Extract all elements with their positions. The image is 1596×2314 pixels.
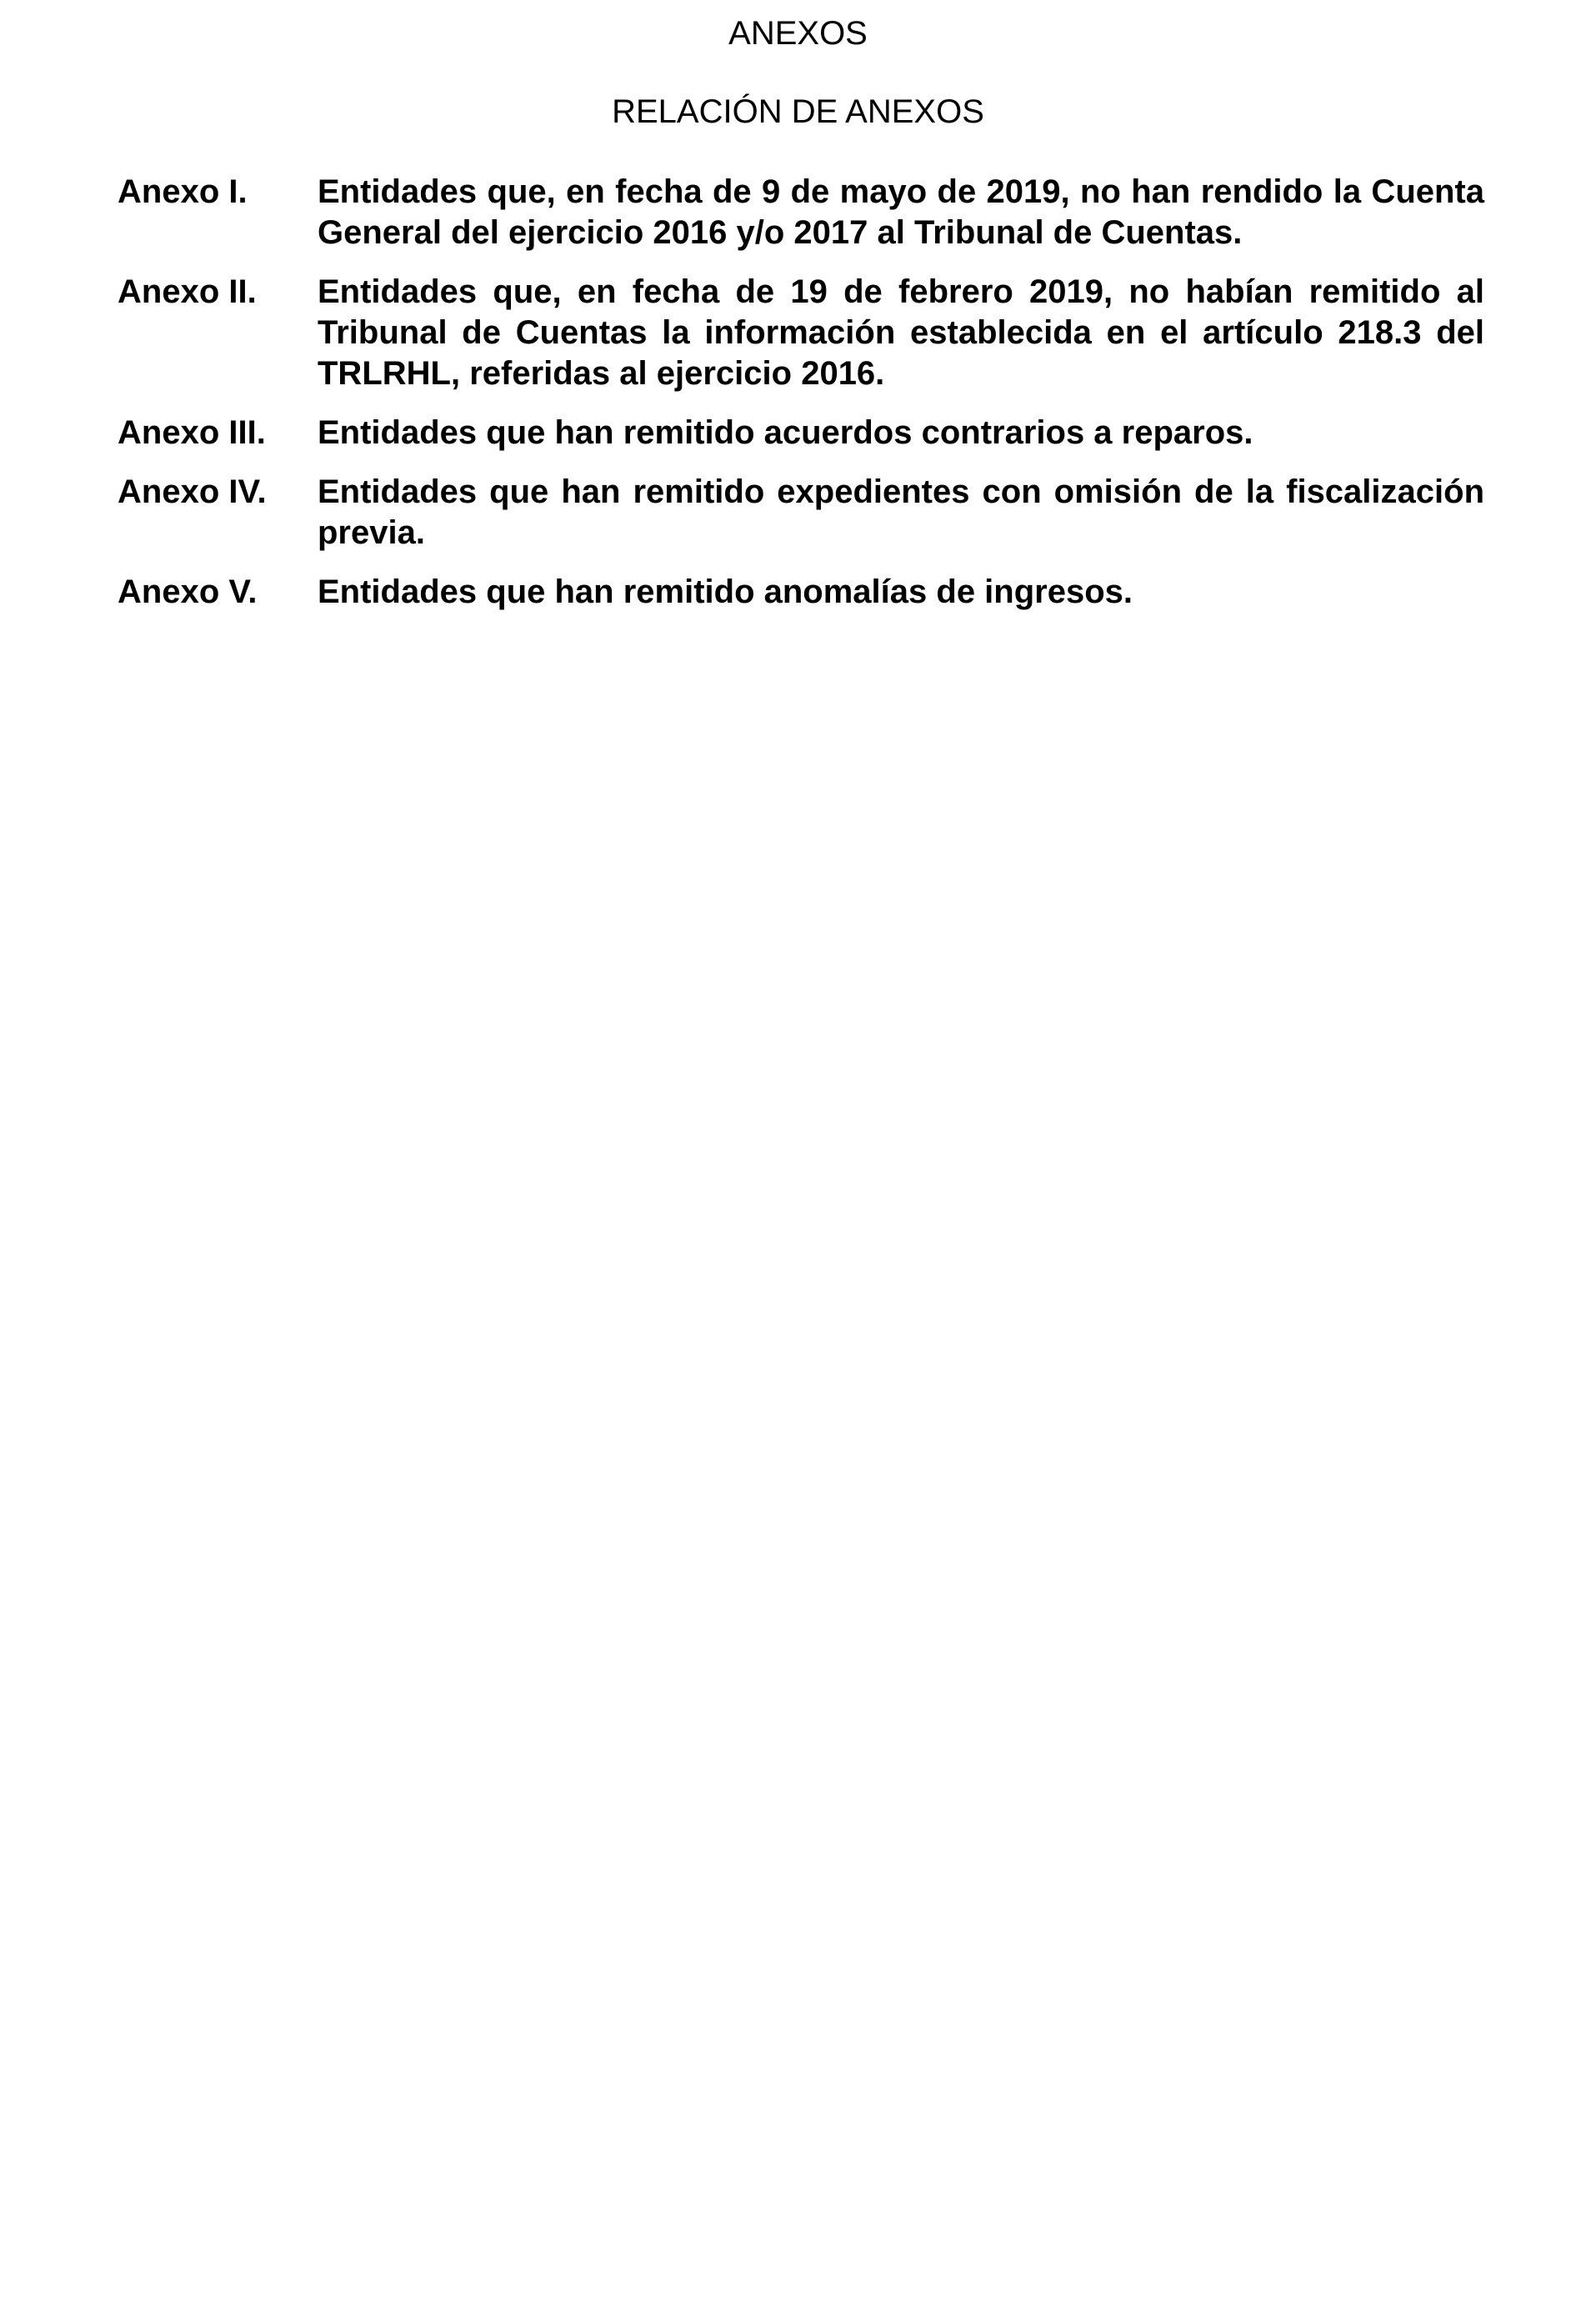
annex-description: Entidades que, en fecha de 19 de febrero 2019, no habían remitido al Tribunal de Cuentas la información establecida en el artículo 218.3 del TRLRHL, referidas al ejercicio 2016.	[318, 273, 1484, 392]
annex-item-i	[118, 172, 1484, 253]
annex-item-iii	[118, 413, 1484, 453]
annex-description: Entidades que han remitido acuerdos contrarios a reparos.	[318, 414, 1253, 451]
annex-label: Anexo I.	[118, 173, 248, 210]
annex-item-ii	[118, 272, 1484, 394]
annex-label: Anexo II.	[118, 273, 257, 310]
annex-list	[118, 172, 1484, 631]
annex-label: Anexo V.	[118, 573, 258, 610]
annex-description: Entidades que, en fecha de 9 de mayo de 2019, no han rendido la Cuenta General del ejercicio 2016 y/o 2017 al Tribunal de Cuentas.	[318, 173, 1484, 251]
annex-item-iv	[118, 472, 1484, 553]
annex-description: Entidades que han remitido expedientes con omisión de la fiscalización previa.	[318, 473, 1484, 551]
annex-label: Anexo III.	[118, 414, 266, 451]
annex-item-v	[118, 572, 1484, 613]
page-subtitle: RELACIÓN DE ANEXOS	[612, 93, 984, 130]
annex-description: Entidades que han remitido anomalías de ingresos.	[318, 573, 1133, 610]
annex-label: Anexo IV.	[118, 473, 267, 510]
page-title: ANEXOS	[728, 15, 868, 52]
